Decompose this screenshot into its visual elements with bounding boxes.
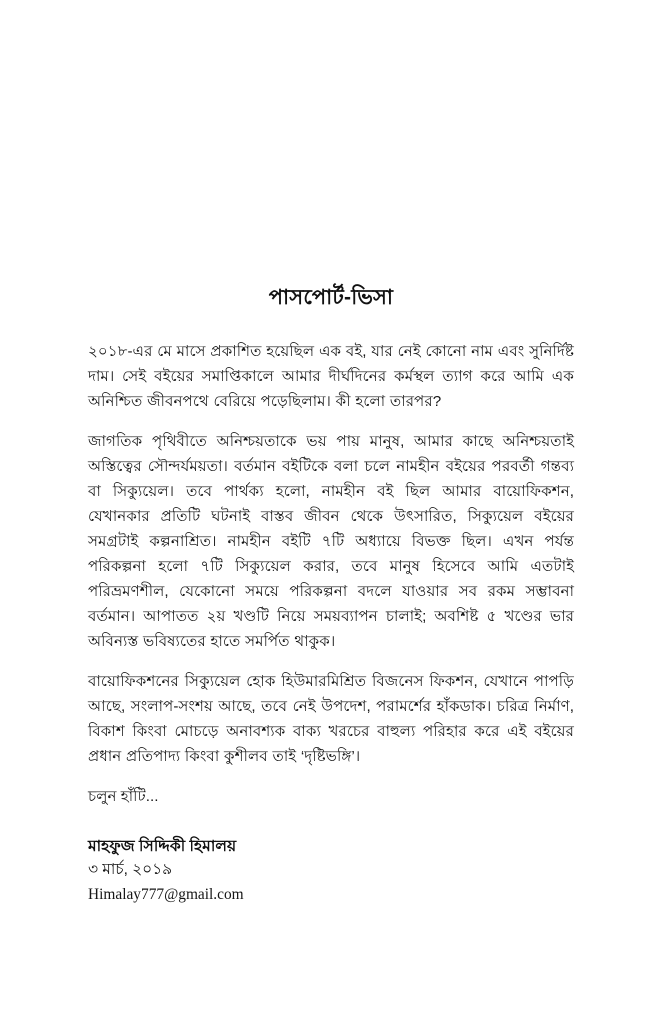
body-paragraph-3: বায়োফিকশনের সিক্যুয়েল হোক হিউমারমিশ্রিত বিজনেস ফিকশন, যেখানে পাপড়ি আছে, সংলাপ-সংশয় আছে, তবে নেই উপদেশ, পরামর্শের হাঁকডাক। চরিত্র নির্মাণ, বিকাশ কিংবা মোচড়ে অনাবশ্যক বাক্য খরচের বাহুল্য পরিহার করে এই বইয়ের প্রধান প্রতিপাদ্য কিংবা কুশীলব তাই ‘দৃষ্টিভঙ্গি’। [88, 673, 574, 766]
page-title: পাসপোর্ট-ভিসা [268, 286, 394, 309]
body-paragraph-1: ২০১৮-এর মে মাসে প্রকাশিত হয়েছিল এক বই, যার নেই কোনো নাম এবং সুনির্দিষ্ট দাম। সেই বইয়ের সমাপ্তিকালে আমার দীর্ঘদিনের কর্মস্থল ত্যাগ করে আমি এক অনিশ্চিত জীবনপথে বেরিয়ে পড়েছিলাম। কী হলো তারপর? [88, 343, 574, 411]
document-content [88, 285, 574, 907]
signature-block [88, 835, 574, 907]
closing-line: চলুন হাঁটি... [88, 788, 159, 806]
body-paragraph-2: জাগতিক পৃথিবীতে অনিশ্চয়তাকে ভয় পায় মানুষ, আমার কাছে অনিশ্চয়তাই অস্তিত্বের সৌন্দর্যময়তা। বর্তমান বইটিকে বলা চলে নামহীন বইয়ের পরবর্তী গন্তব্য বা সিক্যুয়েল। তবে পার্থক্য হলো, নামহীন বই ছিল আমার বায়োফিকশন, যেখানকার প্রতিটি ঘটনাই বাস্তব জীবন থেকে উৎসারিত, সিক্যুয়েল বইয়ের সমগ্রটাই কল্পনাশ্রিত। নামহীন বইটি ৭টি অধ্যায়ে বিভক্ত ছিল। এখন পর্যন্ত পরিকল্পনা হলো ৭টি সিক্যুয়েল করার, তবে মানুষ হিসেবে আমি এতটাই পরিভ্রমণশীল, যেকোনো সময়ে পরিকল্পনা বদলে যাওয়ার সব রকম সম্ভাবনা বর্তমান। আপাতত ২য় খণ্ডটি নিয়ে সময়ব্যাপন চালাই; অবশিষ্ট ৫ খণ্ডের ভার অবিন্যস্ত ভবিষ্যতের হাতে সমর্পিত থাকুক। [88, 433, 574, 651]
signature-email[interactable]: Himalay777@gmail.com [88, 886, 244, 904]
signature-date: ৩ মার্চ, ২০১৯ [88, 861, 173, 879]
signature-author-name: মাহফুজ সিদ্দিকী হিমালয় [88, 838, 237, 856]
